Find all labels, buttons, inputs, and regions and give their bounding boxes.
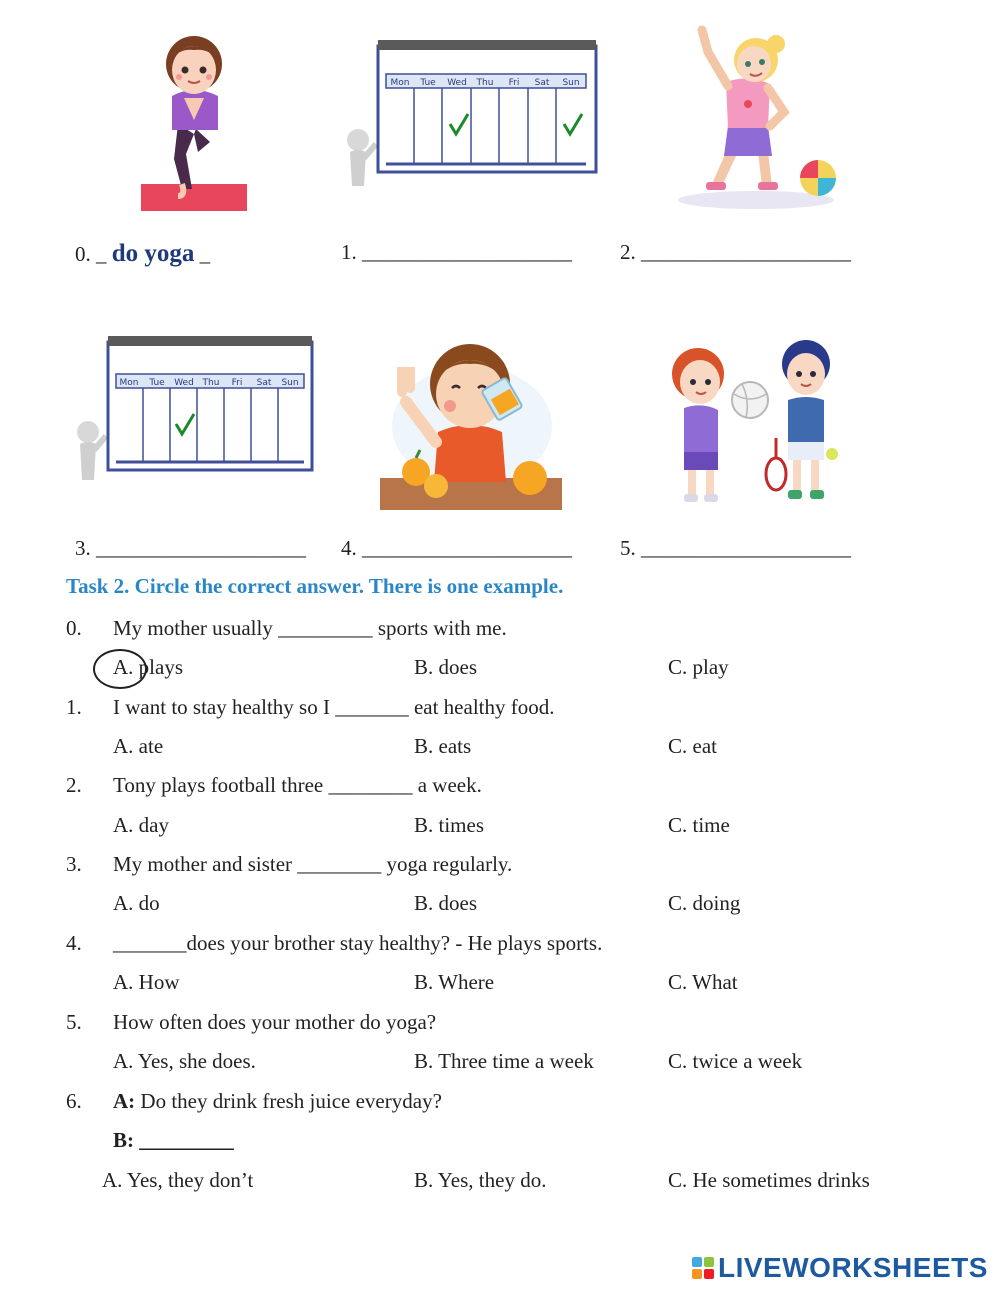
question-text: My mother and sister ________ yoga regularly.: [113, 852, 513, 876]
question-text: _______does your brother stay healthy? - He plays sports.: [113, 931, 603, 955]
option-c[interactable]: C. He sometimes drinks: [668, 1168, 870, 1192]
yoga-girl-illustration: [138, 24, 250, 214]
svg-text:Mon: Mon: [390, 78, 410, 88]
svg-text:Mon: Mon: [119, 378, 139, 388]
option-c[interactable]: C. eat: [668, 734, 717, 758]
option-a[interactable]: A. How: [113, 970, 180, 994]
picture-caption-1: 1. ____________________: [341, 240, 572, 264]
picture-caption-2: 2. ____________________: [620, 240, 851, 264]
option-c[interactable]: C. doing: [668, 891, 741, 915]
svg-text:Sun: Sun: [281, 378, 299, 388]
boy-drinking-juice-illustration: [380, 322, 562, 510]
speaker-b-label: B:: [113, 1128, 134, 1152]
picture-caption-3: 3. ____________________: [75, 536, 306, 560]
picture-caption-5: 5. ____________________: [620, 536, 851, 560]
calendar-twice-week-illustration: [342, 38, 604, 190]
question-text: Tony plays football three ________ a week.: [113, 773, 482, 797]
svg-text:Sat: Sat: [534, 78, 550, 88]
option-b[interactable]: B. Three time a week: [414, 1049, 594, 1073]
question-text: I want to stay healthy so I _______ eat healthy food.: [113, 695, 555, 719]
option-c[interactable]: C. What: [668, 970, 738, 994]
option-a[interactable]: A. Yes, she does.: [113, 1049, 256, 1073]
question-number: 2.: [66, 773, 82, 797]
dialogue-line-a: [113, 1089, 442, 1114]
svg-text:Thu: Thu: [476, 78, 494, 88]
svg-text:Fri: Fri: [508, 78, 520, 88]
dialogue-line-b: [113, 1128, 234, 1153]
svg-text:Wed: Wed: [447, 78, 467, 88]
question-text: How often does your mother do yoga?: [113, 1010, 437, 1034]
exercise-girl-illustration: [668, 22, 844, 212]
svg-text:Thu: Thu: [202, 378, 220, 388]
example-answer: do yoga: [111, 240, 195, 267]
answer-blank[interactable]: _________: [134, 1128, 234, 1152]
question-number: 0.: [66, 616, 82, 640]
question-number: 5.: [66, 1010, 82, 1034]
option-b[interactable]: B. Yes, they do.: [414, 1168, 547, 1192]
svg-text:Tue: Tue: [149, 378, 165, 388]
question-text: My mother usually _________ sports with me.: [113, 616, 507, 640]
task-2-title: Task 2. Circle the correct answer. There is one example.: [66, 574, 564, 598]
caption-prefix: _: [90, 242, 112, 266]
speaker-a-label: A:: [113, 1089, 136, 1113]
option-c[interactable]: C. time: [668, 813, 730, 837]
svg-text:Fri: Fri: [231, 378, 243, 388]
question-number: 6.: [66, 1089, 82, 1113]
calendar-once-week-illustration: [74, 334, 320, 484]
picture-caption-4: 4. ____________________: [341, 536, 572, 560]
liveworksheets-logo[interactable]: [692, 1252, 988, 1284]
speaker-a-text: Do they drink fresh juice everyday?: [135, 1089, 442, 1113]
svg-text:Wed: Wed: [174, 378, 194, 388]
option-b[interactable]: B. eats: [414, 734, 472, 758]
picture-caption-0: [75, 240, 210, 268]
question-number: 1.: [66, 695, 82, 719]
svg-text:Tue: Tue: [420, 78, 436, 88]
option-b[interactable]: B. does: [414, 655, 477, 679]
svg-text:Sat: Sat: [256, 378, 272, 388]
svg-text:Sun: Sun: [562, 78, 580, 88]
option-a[interactable]: A. plays: [113, 655, 183, 679]
caption-suffix: _: [194, 242, 211, 266]
option-a[interactable]: A. Yes, they don’t: [102, 1168, 254, 1192]
question-number: 3.: [66, 852, 82, 876]
question-number: 4.: [66, 931, 82, 955]
logo-text: LIVEWORKSHEETS: [718, 1252, 988, 1283]
kids-playing-sports-illustration: [656, 334, 848, 510]
option-b[interactable]: B. times: [414, 813, 485, 837]
logo-blocks-icon: [692, 1257, 714, 1279]
option-a[interactable]: A. day: [113, 813, 169, 837]
option-b[interactable]: B. Where: [414, 970, 495, 994]
option-c[interactable]: C. twice a week: [668, 1049, 803, 1073]
option-c[interactable]: C. play: [668, 655, 729, 679]
caption-number: 0.: [75, 242, 91, 266]
option-b[interactable]: B. does: [414, 891, 477, 915]
option-a[interactable]: A. do: [113, 891, 160, 915]
option-a[interactable]: A. ate: [113, 734, 164, 758]
